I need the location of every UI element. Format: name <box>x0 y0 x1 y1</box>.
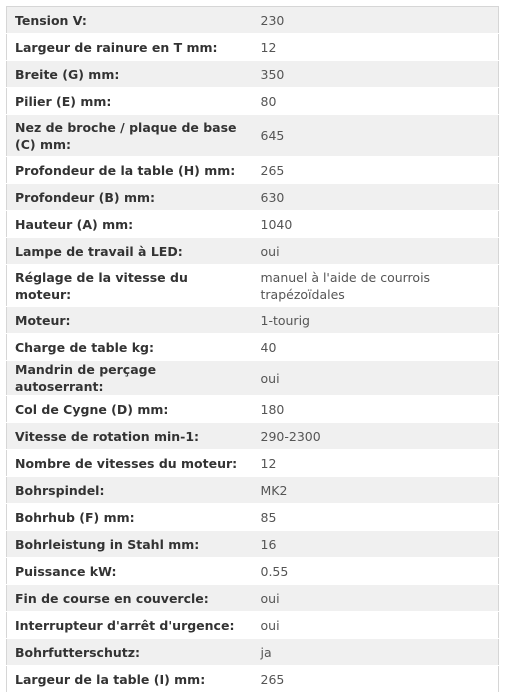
spec-label: Bohrleistung in Stahl mm: <box>7 531 253 558</box>
spec-label: Hauteur (A) mm: <box>7 211 253 238</box>
spec-label: Vitesse de rotation min-1: <box>7 423 253 450</box>
spec-value: 16 <box>253 531 499 558</box>
spec-label: Charge de table kg: <box>7 334 253 361</box>
table-row <box>7 423 499 450</box>
table-row <box>7 184 499 211</box>
table-row <box>7 450 499 477</box>
spec-value: oui <box>253 238 499 265</box>
spec-label: Bohrfutterschutz: <box>7 639 253 666</box>
specifications-table <box>6 6 499 693</box>
spec-value: 645 <box>253 115 499 157</box>
spec-label: Réglage de la vitesse du moteur: <box>7 265 253 307</box>
spec-label: Largeur de rainure en T mm: <box>7 34 253 61</box>
spec-label: Interrupteur d'arrêt d'urgence: <box>7 612 253 639</box>
table-row <box>7 157 499 184</box>
spec-label: Mandrin de perçage autoserrant: <box>7 361 253 396</box>
spec-value: 290-2300 <box>253 423 499 450</box>
spec-value: 80 <box>253 88 499 115</box>
spec-label: Nez de broche / plaque de base (C) mm: <box>7 115 253 157</box>
spec-value: 12 <box>253 34 499 61</box>
table-row <box>7 265 499 307</box>
table-row <box>7 531 499 558</box>
spec-value: 85 <box>253 504 499 531</box>
spec-value: 1-tourig <box>253 307 499 334</box>
spec-label: Profondeur (B) mm: <box>7 184 253 211</box>
spec-label: Fin de course en couvercle: <box>7 585 253 612</box>
spec-label: Pilier (E) mm: <box>7 88 253 115</box>
table-row <box>7 361 499 396</box>
table-row <box>7 585 499 612</box>
spec-label: Profondeur de la table (H) mm: <box>7 157 253 184</box>
table-row <box>7 477 499 504</box>
table-row <box>7 504 499 531</box>
table-row <box>7 211 499 238</box>
spec-value: oui <box>253 612 499 639</box>
table-row <box>7 639 499 666</box>
table-row <box>7 115 499 157</box>
table-row <box>7 612 499 639</box>
spec-label: Lampe de travail à LED: <box>7 238 253 265</box>
spec-label: Largeur de la table (I) mm: <box>7 666 253 693</box>
spec-label: Bohrspindel: <box>7 477 253 504</box>
table-row <box>7 558 499 585</box>
table-row <box>7 396 499 423</box>
spec-label: Puissance kW: <box>7 558 253 585</box>
spec-value: oui <box>253 361 499 396</box>
spec-value: manuel à l'aide de courrois trapézoïdales <box>253 265 499 307</box>
spec-value: 40 <box>253 334 499 361</box>
table-row <box>7 238 499 265</box>
spec-value: 180 <box>253 396 499 423</box>
spec-value: 12 <box>253 450 499 477</box>
spec-value: ja <box>253 639 499 666</box>
spec-value: oui <box>253 585 499 612</box>
spec-value: 630 <box>253 184 499 211</box>
table-row <box>7 307 499 334</box>
spec-value: 350 <box>253 61 499 88</box>
spec-value: 0.55 <box>253 558 499 585</box>
spec-value: MK2 <box>253 477 499 504</box>
spec-label: Moteur: <box>7 307 253 334</box>
table-row <box>7 7 499 34</box>
table-row <box>7 334 499 361</box>
spec-value: 265 <box>253 157 499 184</box>
spec-label: Tension V: <box>7 7 253 34</box>
spec-value: 1040 <box>253 211 499 238</box>
spec-label: Breite (G) mm: <box>7 61 253 88</box>
spec-label: Bohrhub (F) mm: <box>7 504 253 531</box>
spec-label: Col de Cygne (D) mm: <box>7 396 253 423</box>
spec-value: 265 <box>253 666 499 693</box>
table-row <box>7 666 499 693</box>
spec-value: 230 <box>253 7 499 34</box>
table-row <box>7 88 499 115</box>
spec-label: Nombre de vitesses du moteur: <box>7 450 253 477</box>
table-row <box>7 61 499 88</box>
table-row <box>7 34 499 61</box>
